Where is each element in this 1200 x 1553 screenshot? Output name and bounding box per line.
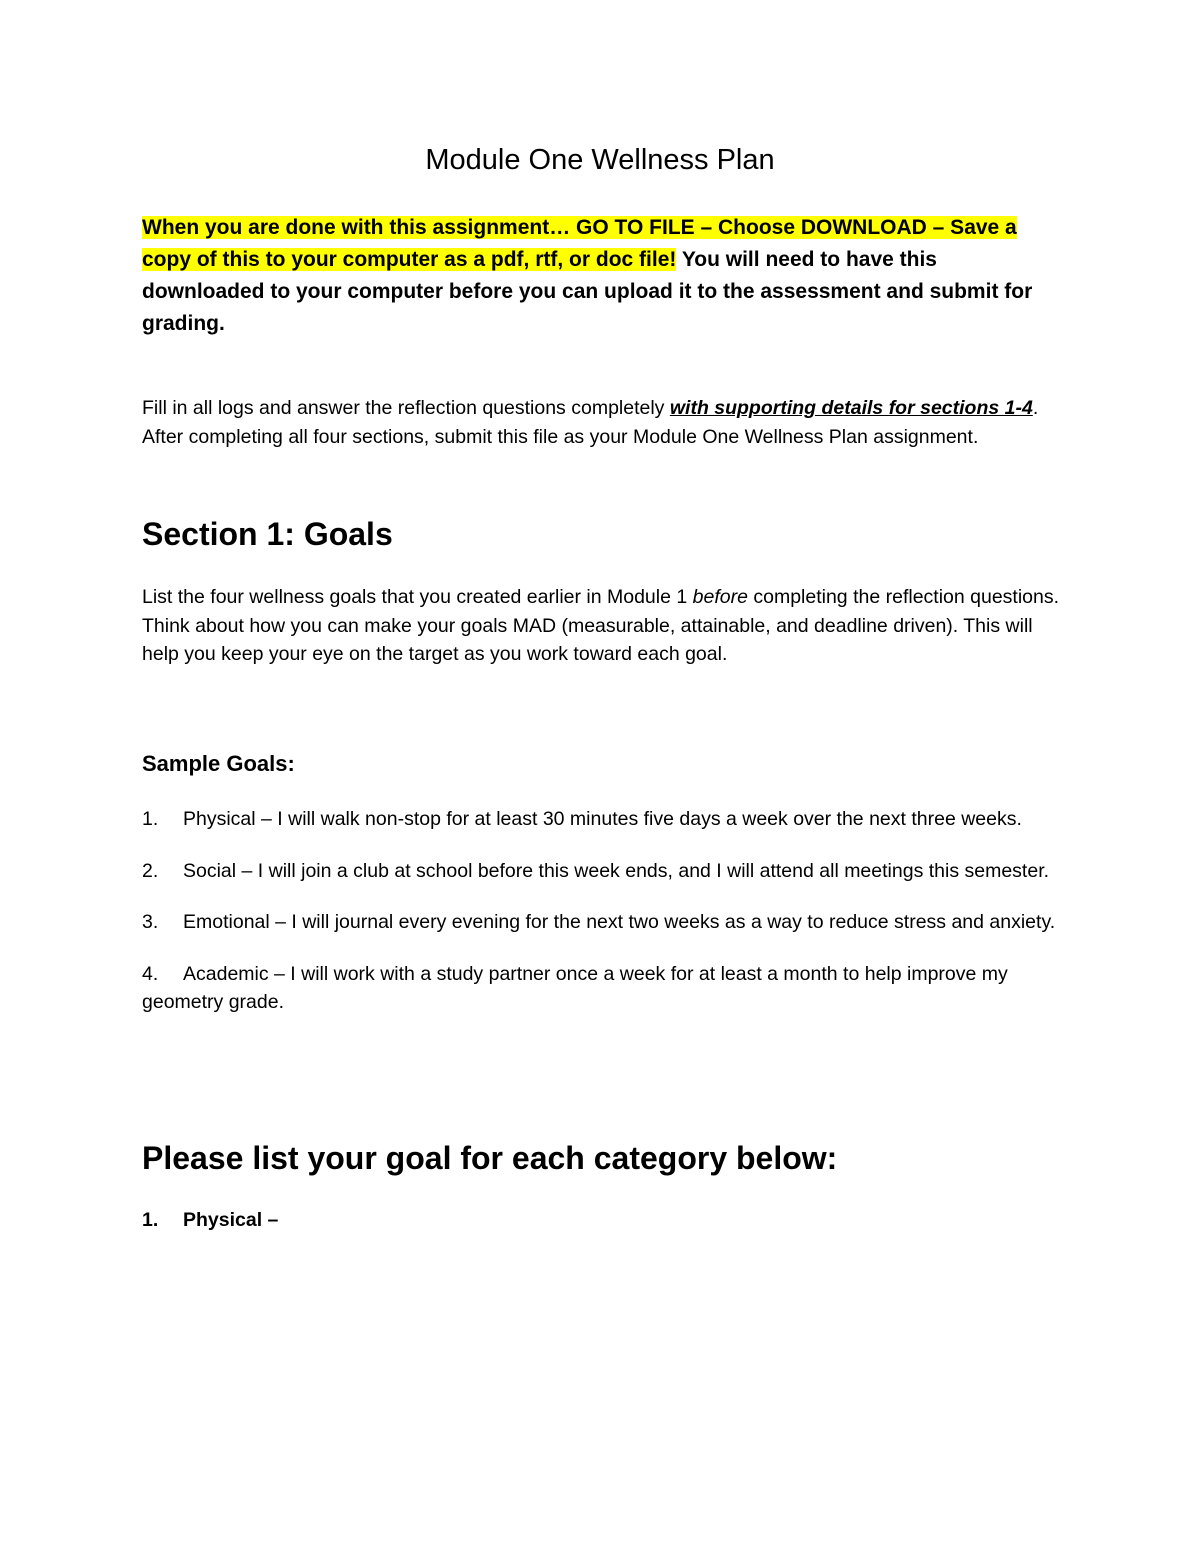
assignment-instructions <box>142 394 1062 451</box>
description-text-1: List the four wellness goals that you created earlier in Module 1 <box>142 586 693 608</box>
download-notice <box>142 212 1062 340</box>
sample-goal-text: Academic – I will work with a study partner once a week for at least a month to help improve my geometry grade. <box>142 962 1008 1013</box>
sample-goals-list <box>142 805 1062 1040</box>
sample-goals-heading: Sample Goals: <box>142 751 295 776</box>
sample-goal-number: 4. <box>142 962 159 985</box>
physical-goal-entry[interactable] <box>142 1206 278 1234</box>
section-1-heading: Section 1: Goals <box>142 516 393 552</box>
sample-goal-number: 3. <box>142 911 159 933</box>
sample-goal-item <box>142 960 1062 1017</box>
physical-goal-label: Physical – <box>183 1209 279 1231</box>
sample-goal-number: 1. <box>142 808 159 830</box>
sample-goal-item <box>142 908 1062 937</box>
description-text-2: completing the reflection questions. Think about how you can make your goals MAD (measurable, attainable, and deadline driven). This will help you keep your eye on the target as you work toward each goal. <box>142 586 1060 665</box>
sample-goal-number: 2. <box>142 859 159 882</box>
upload-instructions: You will need to have this downloaded to your computer before you can upload it to the assessment and submit for grading. <box>142 248 1033 335</box>
sample-goal-item <box>142 805 1062 834</box>
sample-goal-text: Social – I will join a club at school before this week ends, and I will attend all meetings this semester. <box>183 859 1050 882</box>
sample-goal-text: Physical – I will walk non-stop for at least 30 minutes five days a week over the next three weeks. <box>183 808 1022 830</box>
sample-goal-item <box>142 857 1062 886</box>
physical-goal-number: 1. <box>142 1209 159 1231</box>
instructions-text-1: Fill in all logs and answer the reflection questions completely <box>142 397 670 419</box>
description-italic: before <box>692 586 748 608</box>
goal-list-heading: Please list your goal for each category below: <box>142 1140 838 1176</box>
sample-goal-text: Emotional – I will journal every evening for the next two weeks as a way to reduce stress and anxiety. <box>183 911 1056 933</box>
section-1-description <box>142 583 1072 669</box>
highlighted-instructions: When you are done with this assignment… GO TO FILE – Choose DOWNLOAD – Save a copy of this to your computer as a pdf, rtf, or doc file! <box>142 216 1017 271</box>
instructions-text-2: . After completing all four sections, submit this file as your Module One Wellness Plan assignment. <box>142 397 1039 448</box>
instructions-emphasis: with supporting details for sections 1-4 <box>669 397 1033 419</box>
document-title: Module One Wellness Plan <box>425 144 775 176</box>
